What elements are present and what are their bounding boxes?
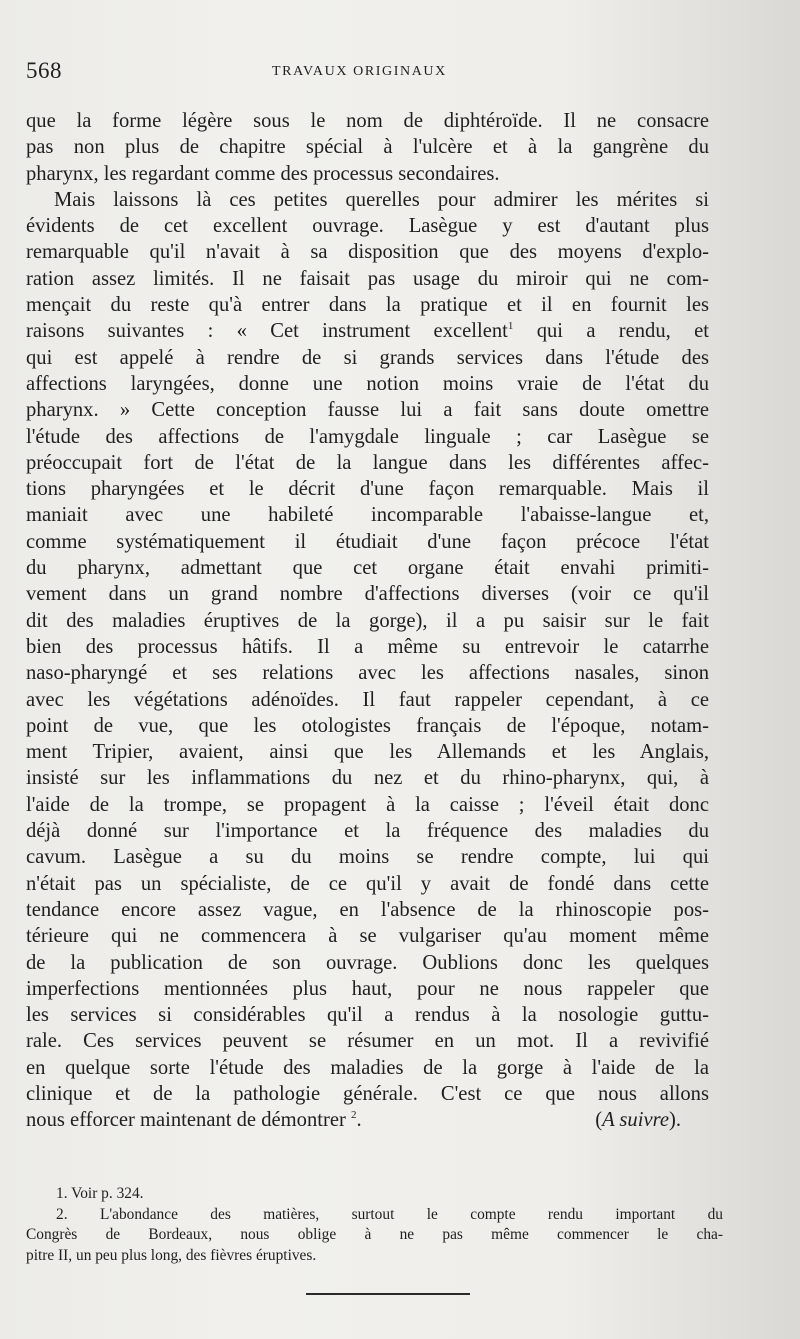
body-line: pas non plus de chapitre spécial à l'ulcère et à la gangrène du: [26, 136, 709, 159]
body-line: imperfections mentionnées plus haut, pour ne nous rappeler que: [26, 977, 709, 1000]
body-line: ment Tripier, avaient, ainsi que les Allemands et les Anglais,: [26, 741, 709, 764]
body-line: déjà donné sur l'importance et la fréquence des maladies du: [26, 820, 709, 843]
body-text: [26, 108, 709, 1134]
body-line-text: raisons suivantes : « Cet instrument excellent: [26, 320, 508, 343]
body-line: rale. Ces services peuvent se résumer en un mot. Il a revivifié: [26, 1030, 709, 1053]
body-line: tendance encore assez vague, en l'absence de la rhinoscopie pos-: [26, 898, 709, 921]
body-line: évidents de cet excellent ouvrage. Lasègue y est d'autant plus: [26, 215, 709, 238]
page-header: [26, 58, 726, 92]
body-line: pharynx. » Cette conception fausse lui a fait sans doute omettre: [26, 399, 709, 422]
footnote-ref-1: 1: [507, 320, 514, 333]
body-line: naso-pharyngé et ses relations avec les affections nasales, sinon: [26, 662, 709, 685]
footnote-2-cont: pitre II, un peu plus long, des fièvres éruptives.: [26, 1246, 317, 1264]
body-line: insisté sur les inflammations du nez et du rhino-pharynx, qui, à: [26, 767, 709, 790]
footnote-ref-2: 2: [351, 1109, 357, 1122]
body-line-text: nous efforcer maintenant de démontrer: [26, 1109, 346, 1132]
body-line: bien des processus hâtifs. Il a même su entrevoir le catarrhe: [26, 635, 709, 658]
body-line: clinique et de la pathologie générale. C'est ce que nous allons: [26, 1082, 709, 1105]
body-line: cavum. Lasègue a su du moins se rendre compte, lui qui: [26, 846, 709, 869]
body-line: tions pharyngées et le décrit d'une façon remarquable. Mais il: [26, 478, 709, 501]
page-number: 568: [26, 58, 62, 83]
body-line-tail: qui a rendu, et: [536, 320, 709, 343]
a-suivre: (A suivre).: [595, 1109, 681, 1132]
body-line: du pharynx, admettant que cet organe était envahi primiti-: [26, 557, 709, 580]
footnote-2-cont: Congrès de Bordeaux, nous oblige à ne pas même commencer le cha-: [26, 1226, 723, 1243]
body-line: les services si considérables qu'il a rendus à la nosologie guttu-: [26, 1004, 709, 1027]
body-line: en quelque sorte l'étude des maladies de la gorge à l'aide de la: [26, 1056, 709, 1079]
body-line: l'aide de la trompe, se propagent à la caisse ; l'éveil était donc: [26, 793, 709, 816]
body-line: n'était pas un spécialiste, de ce qu'il y avait de fondé dans cette: [26, 872, 709, 895]
body-line: comme systématiquement il étudiait d'une façon précoce l'état: [26, 530, 709, 553]
body-line-final: [26, 1107, 709, 1133]
body-line: l'étude des affections de l'amygdale linguale ; car Lasègue se: [26, 425, 709, 448]
end-rule: [306, 1293, 470, 1295]
final-period: .: [356, 1109, 362, 1132]
body-line: remarquable qu'il n'avait à sa disposition que des moyens d'explo-: [26, 241, 709, 264]
footnote-1: 1. Voir p. 324.: [56, 1185, 144, 1202]
footnote-2: 2. L'abondance des matières, surtout le compte rendu important du: [56, 1205, 723, 1223]
body-line: pharynx, les regardant comme des processus secondaires.: [26, 162, 500, 185]
body-line-with-footnote-ref: [26, 318, 709, 344]
body-line: point de vue, que les otologistes français de l'époque, notam-: [26, 714, 709, 737]
body-line: avec les végétations adénoïdes. Il faut rappeler cependant, à ce: [26, 688, 709, 711]
body-line: dit des maladies éruptives de la gorge), il a pu saisir sur le fait: [26, 609, 709, 632]
body-line: Mais laissons là ces petites querelles pour admirer les mérites si: [54, 188, 709, 211]
body-line: préoccupait fort de l'état de la langue dans les différentes affec-: [26, 451, 709, 474]
body-line: de la publication de son ouvrage. Oublions donc les quelques: [26, 951, 709, 974]
body-line: affections laryngées, donne une notion moins vraie de l'état du: [26, 372, 709, 395]
running-title: TRAVAUX ORIGINAUX: [272, 64, 447, 79]
body-line: mençait du reste qu'à entrer dans la pratique et il en fournit les: [26, 294, 709, 317]
body-line: vement dans un grand nombre d'affections diverses (voir ce qu'il: [26, 583, 709, 606]
body-line: maniait avec une habileté incomparable l'abaisse-langue et,: [26, 504, 709, 527]
body-line: ration assez limités. Il ne faisait pas usage du miroir qui ne com-: [26, 267, 709, 290]
body-line: térieure qui ne commencera à se vulgariser qu'au moment même: [26, 925, 709, 948]
body-line: qui est appelé à rendre de si grands services dans l'étude des: [26, 346, 709, 369]
footnotes: [26, 1184, 723, 1266]
body-line: que la forme légère sous le nom de diphtéroïde. Il ne consacre: [26, 110, 709, 132]
